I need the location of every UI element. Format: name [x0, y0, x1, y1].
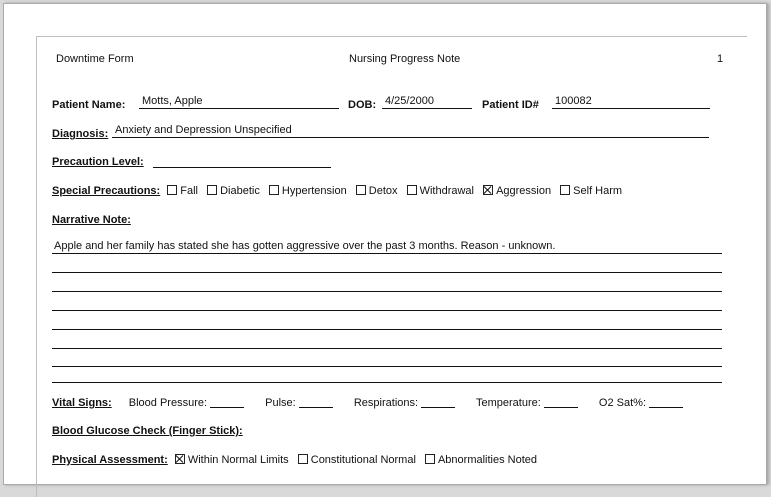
- checkbox-icon[interactable]: [356, 185, 366, 195]
- patient-name-field[interactable]: Motts, Apple: [139, 95, 339, 109]
- respirations-field[interactable]: Respirations:: [354, 397, 455, 409]
- narrative-line-1[interactable]: Apple and her family has stated she has gotten aggressive over the past 3 months. Reason - unknown.: [52, 240, 722, 254]
- temperature-field[interactable]: Temperature:: [476, 397, 578, 409]
- dob-label: DOB:: [348, 99, 377, 111]
- checked-checkbox-icon[interactable]: [175, 454, 185, 464]
- narrative-line-3[interactable]: [52, 291, 722, 292]
- assessment-option-within-normal-limits[interactable]: Within Normal Limits: [175, 454, 289, 466]
- precaution-level-label: Precaution Level:: [52, 156, 144, 168]
- precaution-option-aggression[interactable]: Aggression: [483, 185, 551, 197]
- narrative-line-4[interactable]: [52, 310, 722, 311]
- checkbox-icon[interactable]: [269, 185, 279, 195]
- patient-id-field[interactable]: 100082: [552, 95, 710, 109]
- checkbox-icon[interactable]: [425, 454, 435, 464]
- checked-checkbox-icon[interactable]: [483, 185, 493, 195]
- form-type-label: Downtime Form: [56, 53, 134, 65]
- patient-name-label: Patient Name:: [52, 99, 126, 111]
- precaution-option-hypertension[interactable]: Hypertension: [269, 185, 347, 197]
- narrative-line-5[interactable]: [52, 329, 722, 330]
- physical-assessment-row: [52, 454, 543, 466]
- narrative-note-label: Narrative Note:: [52, 214, 131, 226]
- checkbox-icon[interactable]: [207, 185, 217, 195]
- patient-id-label: Patient ID#: [482, 99, 539, 111]
- vital-signs-row: [52, 397, 683, 409]
- checkbox-icon[interactable]: [298, 454, 308, 464]
- blood-pressure-field[interactable]: Blood Pressure:: [129, 397, 244, 409]
- diagnosis-field[interactable]: Anxiety and Depression Unspecified: [112, 124, 709, 138]
- blood-glucose-label: Blood Glucose Check (Finger Stick):: [52, 425, 243, 437]
- diagnosis-label: Diagnosis:: [52, 128, 109, 140]
- document-page: [3, 3, 767, 485]
- assessment-option-constitutional-normal[interactable]: Constitutional Normal: [298, 454, 416, 466]
- vital-signs-label: Vital Signs:: [52, 397, 112, 409]
- page-number: 1: [717, 53, 724, 65]
- narrative-line-6[interactable]: [52, 348, 722, 349]
- precaution-option-withdrawal[interactable]: Withdrawal: [407, 185, 474, 197]
- assessment-option-abnormalities-noted[interactable]: Abnormalities Noted: [425, 454, 537, 466]
- physical-assessment-label: Physical Assessment:: [52, 454, 168, 466]
- special-precautions-label: Special Precautions:: [52, 185, 161, 197]
- precaution-option-self-harm[interactable]: Self Harm: [560, 185, 622, 197]
- precaution-option-fall[interactable]: Fall: [167, 185, 198, 197]
- special-precautions-row: [52, 185, 628, 197]
- precaution-option-detox[interactable]: Detox: [356, 185, 398, 197]
- precaution-level-field[interactable]: [153, 154, 331, 168]
- o2-sat-field[interactable]: O2 Sat%:: [599, 397, 683, 409]
- precaution-option-diabetic[interactable]: Diabetic: [207, 185, 260, 197]
- checkbox-icon[interactable]: [407, 185, 417, 195]
- narrative-line-8[interactable]: [52, 382, 722, 383]
- dob-field[interactable]: 4/25/2000: [382, 95, 472, 109]
- narrative-line-7[interactable]: [52, 366, 722, 367]
- checkbox-icon[interactable]: [560, 185, 570, 195]
- narrative-line-2[interactable]: [52, 272, 722, 273]
- checkbox-icon[interactable]: [167, 185, 177, 195]
- pulse-field[interactable]: Pulse:: [265, 397, 333, 409]
- form-title: Nursing Progress Note: [349, 53, 461, 65]
